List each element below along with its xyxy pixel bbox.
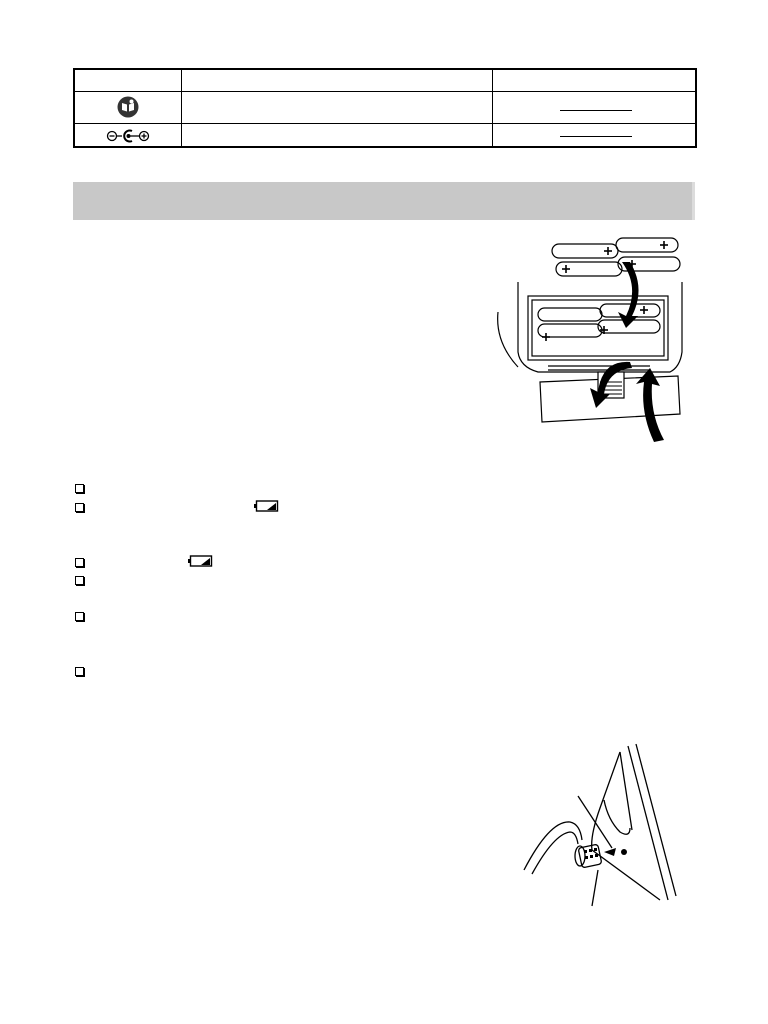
table-row [75,92,181,123]
value-underline [560,136,632,137]
read-instructions-icon [117,96,139,118]
table-cell-description [182,124,492,146]
ac-adapter-connection-illustration [520,740,680,910]
dc-polarity-icon [106,129,152,143]
low-battery-icon [188,555,213,567]
table-cell-value [493,92,695,123]
checkbox-bullet [75,558,84,567]
checkbox-bullet [75,612,84,621]
value-underline [560,110,632,111]
table-header-cell [182,70,492,91]
checkbox-bullet [75,484,84,493]
table-cell-value [493,124,695,146]
table-header-cell [75,70,181,91]
symbol-table [73,68,697,148]
table-cell-description [182,92,492,123]
checkbox-bullet [75,667,84,676]
battery-insertion-illustration [490,232,695,447]
table-header-cell [493,70,695,91]
section-header [73,182,695,220]
table-row [75,124,181,146]
checkbox-bullet [75,576,84,585]
checkbox-bullet [75,503,84,512]
low-battery-icon [254,500,279,512]
